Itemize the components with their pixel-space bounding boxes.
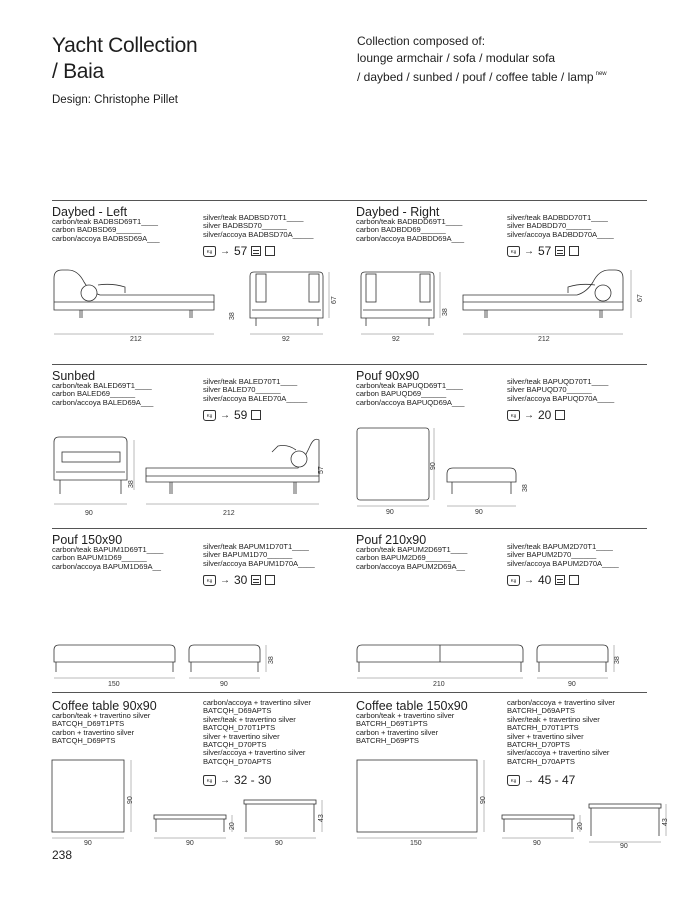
dimension-label: 20 bbox=[229, 822, 236, 830]
composed-line-1: Collection composed of: bbox=[357, 34, 486, 48]
dimension-label: 43 bbox=[318, 814, 325, 822]
weight-icon: Kg bbox=[203, 246, 216, 257]
section-title-daybed-left: Daybed - Left bbox=[52, 205, 128, 219]
weight-icon: Kg bbox=[507, 246, 520, 257]
dimension-label: 38 bbox=[522, 484, 529, 492]
arrow-icon: → bbox=[220, 409, 230, 421]
dimension-label: 90 bbox=[220, 681, 228, 688]
product-codes: silver/teak BAPUM1D70T1____ silver BAPUM1D70______ silver/accoya BAPUM1D70A____ bbox=[203, 542, 315, 568]
product-codes: carbon/teak BADBSD69T1____ carbon BADBSD69______ carbon/accoya BADBSD69A___ bbox=[52, 217, 160, 243]
title-line-1: Yacht Collection bbox=[52, 34, 198, 57]
dimension-label: 150 bbox=[108, 681, 120, 688]
section-title-pouf-150: Pouf 150x90 bbox=[52, 533, 123, 547]
product-codes: silver/teak BAPUQD70T1____ silver BAPUQD70______ silver/accoya BAPUQD70A____ bbox=[507, 377, 615, 403]
dimension-label: 90 bbox=[620, 843, 628, 850]
dimension-label: 90 bbox=[430, 462, 437, 470]
section-title-pouf-210: Pouf 210x90 bbox=[356, 533, 427, 547]
dimension-label: 90 bbox=[85, 510, 93, 517]
section-title-pouf-90: Pouf 90x90 bbox=[356, 369, 420, 383]
page-number: 238 bbox=[52, 848, 73, 862]
dimension-label: 38 bbox=[268, 656, 275, 664]
dimension-label: 90 bbox=[568, 681, 576, 688]
weight-icon: Kg bbox=[507, 775, 520, 786]
dimension-label: 38 bbox=[614, 656, 621, 664]
dimension-label: 90 bbox=[186, 840, 194, 847]
product-codes: carbon/teak + travertino silver BATCRH_D69T1PTS carbon + travertino silver BATCRH_D69PTS bbox=[356, 711, 455, 746]
weight-icon: Kg bbox=[203, 575, 216, 586]
product-codes: carbon/teak + travertino silver BATCQH_D69T1PTS carbon + travertino silver BATCQH_D69PTS bbox=[52, 711, 151, 746]
dimension-label: 67 bbox=[331, 296, 338, 304]
dimension-label: 90 bbox=[475, 509, 483, 516]
dimension-label: 38 bbox=[229, 312, 236, 320]
dimension-label: 38 bbox=[128, 480, 135, 488]
weight-value: 20 bbox=[538, 408, 552, 422]
weight-icon: Kg bbox=[507, 575, 520, 586]
dimension-label: 57 bbox=[318, 466, 325, 474]
dimension-label: 212 bbox=[538, 336, 550, 343]
weight-icon: Kg bbox=[203, 775, 216, 786]
section-title-coffee-150: Coffee table 150x90 bbox=[356, 699, 468, 713]
dimension-label: 90 bbox=[84, 840, 92, 847]
arrow-icon: → bbox=[524, 574, 534, 586]
coffee-90-high-drawing bbox=[244, 800, 322, 838]
arrow-icon: → bbox=[524, 774, 534, 786]
dimension-label: 92 bbox=[392, 336, 400, 343]
arrow-icon: → bbox=[220, 245, 230, 257]
dimension-label: 90 bbox=[533, 840, 541, 847]
sunbed-front-drawing bbox=[146, 439, 319, 504]
composed-line-3-text: / daybed / sunbed / pouf / coffee table / lamp bbox=[357, 70, 594, 84]
daybed-left-side-drawing bbox=[250, 272, 329, 334]
product-codes: silver/teak BADBDD70T1____ silver BADBDD70______ silver/accoya BADBDD70A____ bbox=[507, 213, 614, 239]
daybed-right-side-drawing bbox=[361, 272, 440, 334]
weight-value: 40 bbox=[538, 573, 552, 587]
coffee-90-low-drawing bbox=[154, 815, 232, 838]
coffee-90-top-drawing bbox=[52, 760, 131, 838]
arrow-icon: → bbox=[220, 574, 230, 586]
dimension-label: 210 bbox=[433, 681, 445, 688]
product-codes: silver/teak BALED70T1____ silver BALED70______ silver/accoya BALED70A_____ bbox=[203, 377, 308, 403]
product-codes: carbon/teak BADBDD69T1____ carbon BADBDD69______ carbon/accoya BADBDD69A___ bbox=[356, 217, 465, 243]
pouf-210-side-drawing bbox=[537, 645, 614, 678]
dimension-label: 90 bbox=[480, 796, 487, 804]
product-codes: carbon/accoya + travertino silver BATCQH_D69APTS silver/teak + travertino silver BATCQH_D70T1PTS silver + travertino silver BATCQH_D70PTS silver/accoya + travertino silver BATCQH_D70APTS bbox=[203, 698, 311, 766]
arrow-icon: → bbox=[524, 409, 534, 421]
weight-value: 57 bbox=[234, 244, 248, 258]
dimension-label: 67 bbox=[637, 294, 644, 302]
dimension-label: 92 bbox=[282, 336, 290, 343]
coffee-150-low-drawing bbox=[502, 815, 580, 838]
weight-icon: Kg bbox=[507, 410, 520, 421]
product-codes: carbon/teak BAPUQD69T1____ carbon BAPUQD69______ carbon/accoya BAPUQD69A___ bbox=[356, 381, 465, 407]
dimension-label: 90 bbox=[127, 796, 134, 804]
weight-value: 57 bbox=[538, 244, 552, 258]
section-title-daybed-right: Daybed - Right bbox=[356, 205, 440, 219]
section-title-sunbed: Sunbed bbox=[52, 369, 96, 383]
daybed-right-front-drawing bbox=[463, 270, 631, 334]
arrow-icon: → bbox=[220, 774, 230, 786]
pouf-210-drawing bbox=[357, 645, 523, 678]
new-tag: new bbox=[595, 71, 607, 77]
product-codes: carbon/teak BALED69T1____ carbon BALED69______ carbon/accoya BALED69A___ bbox=[52, 381, 154, 407]
title-line-2: / Baia bbox=[52, 60, 104, 83]
section-title-coffee-90: Coffee table 90x90 bbox=[52, 699, 157, 713]
weight-icon: Kg bbox=[203, 410, 216, 421]
product-codes: carbon/teak BAPUM2D69T1____ carbon BAPUM2D69______ carbon/accoya BAPUM2D69A__ bbox=[356, 545, 468, 571]
daybed-left-front-drawing bbox=[54, 270, 214, 334]
dimension-label: 212 bbox=[130, 336, 142, 343]
designer-credit: Design: Christophe Pillet bbox=[52, 94, 178, 106]
weight-value: 45 - 47 bbox=[538, 773, 576, 787]
product-codes: silver/teak BAPUM2D70T1____ silver BAPUM2D70______ silver/accoya BAPUM2D70A____ bbox=[507, 542, 619, 568]
pouf-150-drawing bbox=[54, 645, 175, 678]
dimension-label: 38 bbox=[442, 308, 449, 316]
weight-value: 59 bbox=[234, 408, 248, 422]
arrow-icon: → bbox=[524, 245, 534, 257]
dimension-label: 43 bbox=[662, 818, 669, 826]
dimension-label: 150 bbox=[410, 840, 422, 847]
coffee-150-top-drawing bbox=[357, 760, 484, 838]
product-codes: silver/teak BADBSD70T1____ silver BADBSD70______ silver/accoya BADBSD70A_____ bbox=[203, 213, 314, 239]
pouf-90-side-drawing bbox=[447, 468, 516, 506]
product-codes: carbon/teak BAPUM1D69T1____ carbon BAPUM1D69______ carbon/accoya BAPUM1D69A__ bbox=[52, 545, 164, 571]
sunbed-side-drawing bbox=[54, 437, 134, 504]
dimension-label: 212 bbox=[223, 510, 235, 517]
pouf-90-top-drawing bbox=[357, 428, 434, 506]
coffee-150-high-drawing bbox=[589, 804, 666, 842]
weight-value: 30 bbox=[234, 573, 248, 587]
composed-line-2: lounge armchair / sofa / modular sofa bbox=[357, 50, 556, 65]
dimension-label: 90 bbox=[275, 840, 283, 847]
product-codes: carbon/accoya + travertino silver BATCRH_D69APTS silver/teak + travertino silver BATCRH_D70T1PTS silver + travertino silver BATCRH_D70PTS silver/accoya + travertino silver BATCRH_D70APTS bbox=[507, 698, 615, 766]
dimension-label: 20 bbox=[577, 822, 584, 830]
dimension-label: 90 bbox=[386, 509, 394, 516]
weight-value: 32 - 30 bbox=[234, 773, 272, 787]
pouf-150-side-drawing bbox=[189, 645, 266, 678]
